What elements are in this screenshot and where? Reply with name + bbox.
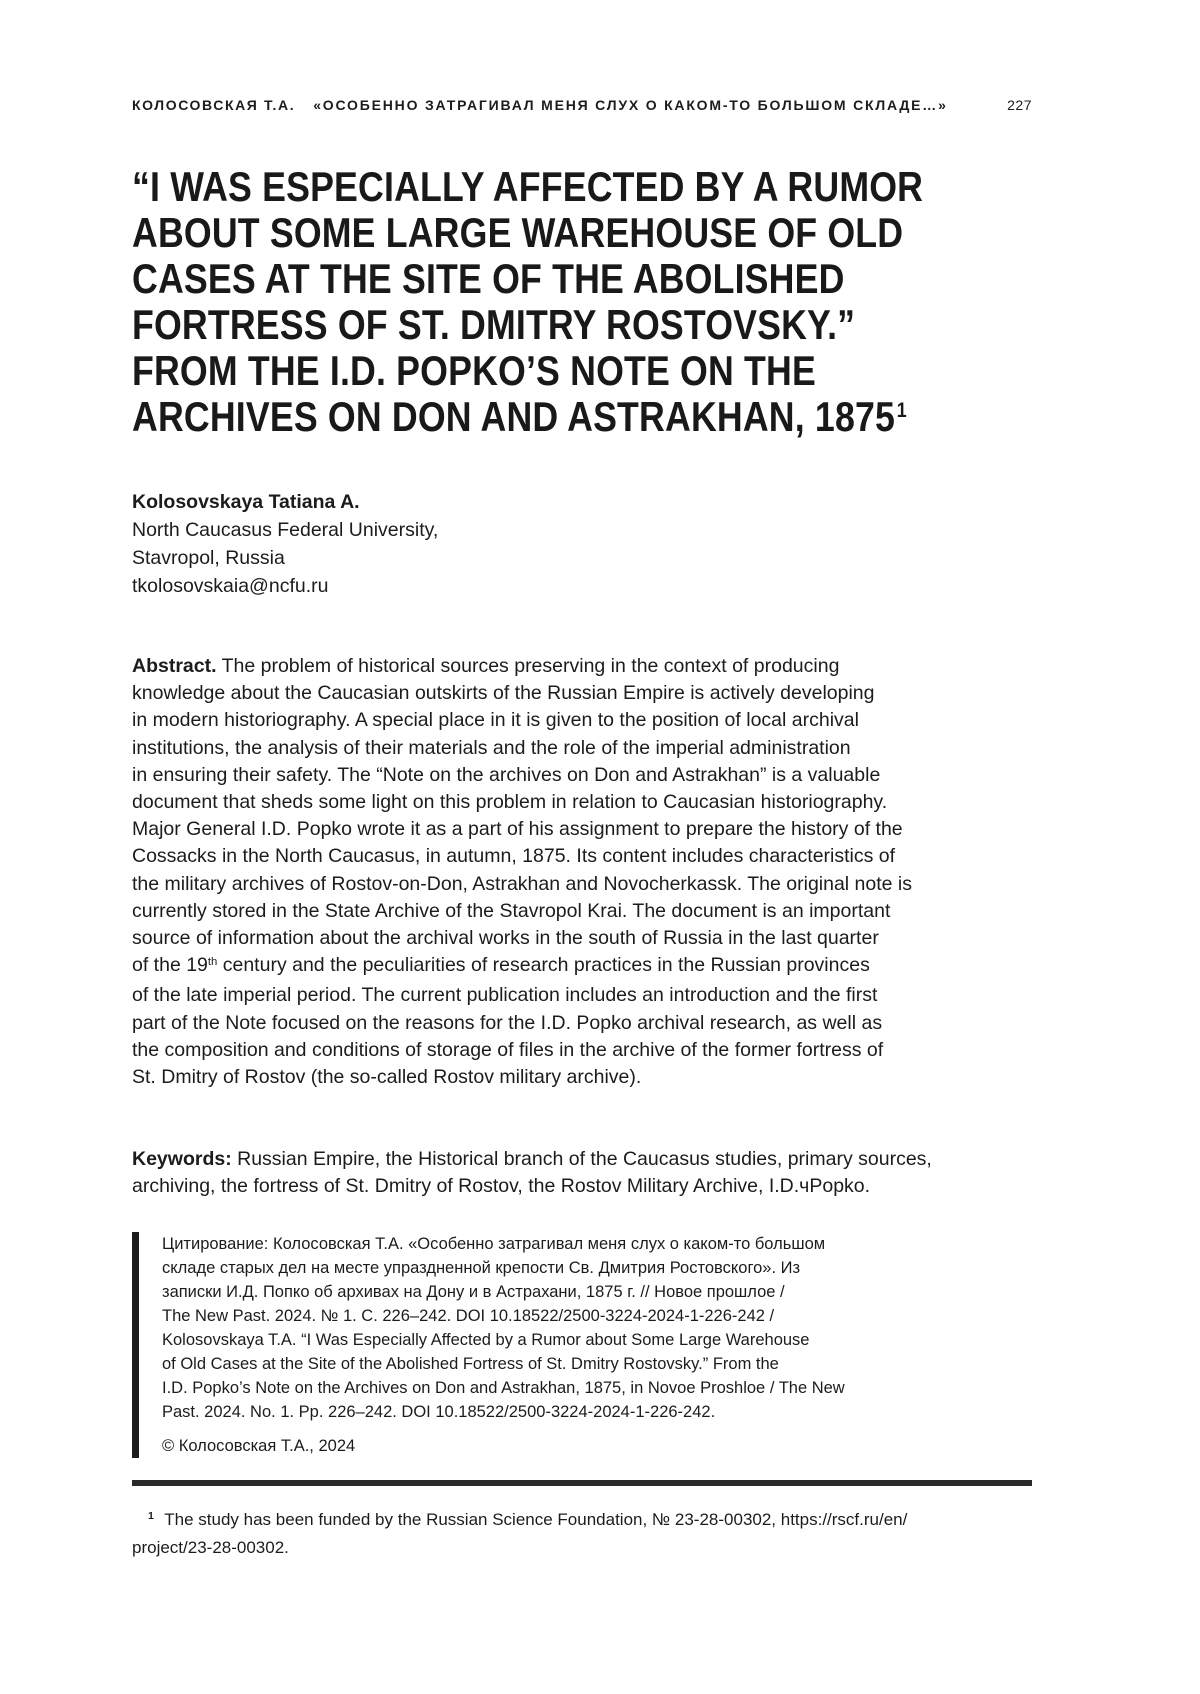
article-title-text: “I WAS ESPECIALLY AFFECTED BY A RUMOR ABOUT SOME LARGE WAREHOUSE OF OLD CASES AT THE SITE OF THE ABOLISHED FORTRESS OF ST. DMITRY ROSTOVSKY.” FROM THE I.D. POPKO’S NOTE ON THE ARCHIVES ON DON AND ASTRAKHAN, 1875: [132, 163, 924, 440]
footnote-separator-rule: [132, 1480, 1032, 1486]
keywords-text: Russian Empire, the Historical branch of the Caucasus studies, primary sources, archiving, the fortress of St. Dmitry of Rostov, the Rostov Military Archive, I.D.чPopko.: [132, 1148, 932, 1198]
keywords-paragraph: [132, 1146, 1032, 1200]
ordinal-superscript: th: [207, 956, 218, 969]
citation-left-bar: [132, 1232, 139, 1458]
citation-text: Цитирование: Колосовская Т.А. «Особенно затрагивал меня слух о каком-то большом складе старых дел на месте упраздненной крепости Св. Дмитрия Ростовского». Из записки И.Д. Попко об архивах на Дону и в Астрахани, 1875 г. // Новое прошлое / The New Past. 2024. № 1. С. 226–242. DOI 10.18522/2500-3224-2024-1-226-242 / Kolosovskaya T.A. “I Was Especially Affected by a Rumor about Some Large Warehouse of Old Cases at the Site of the Abolished Fortress of St. Dmitry Rostovsky.” From the I.D. Popko’s Note on the Archives on Don and Astrakhan, 1875, in Novoe Proshloe / The New Past. 2024. No. 1. Pp. 226–242. DOI 10.18522/2500-3224-2024-1-226-242.: [162, 1234, 845, 1421]
footnote-text: The study has been funded by the Russian Science Foundation, № 23-28-00302, https://rscf.ru/en/ project/23-28-00302.: [132, 1509, 908, 1557]
article-title: [132, 163, 924, 448]
abstract-text-1: The problem of historical sources preserving in the context of producing knowledge about the Caucasian outskirts of the Russian Empire is actively developing in modern historiography. A special place in it is given to the position of local archival institutions, the analysis of their materials and the role of the imperial administration in ensuring their safety. The “Note on the archives on Don and Astrakhan” is a valuable document that sheds some light on this problem in relation to Caucasian historiography. Major General I.D. Popko wrote it as a part of his assignment to prepare the history of the Cossacks in the North Caucasus, in autumn, 1875. Its content includes characteristics of the military archives of Rostov-on-Don, Astrakhan and Novocherkassk. The original note is currently stored in the State Archive of the Stavropol Krai. The document is an important source of information about the archival works in the south of Russia in the last quarter of the 19: [132, 655, 913, 977]
citation-block: [132, 1232, 1032, 1458]
running-head-title: «ОСОБЕННО ЗАТРАГИВАЛ МЕНЯ СЛУХ О КАКОМ-ТО БОЛЬШОМ СКЛАДЕ…»: [313, 97, 948, 113]
footnote: [132, 1507, 1032, 1560]
abstract-text-2: century and the peculiarities of research practices in the Russian provinces of the late imperial period. The current publication includes an introduction and the first part of the Note focused on the reasons for the I.D. Popko archival research, as well as the composition and conditions of storage of files in the archive of the former fortress of St. Dmitry of Rostov (the so-called Rostov military archive).: [132, 954, 884, 1089]
footnote-ref: 1: [148, 1510, 154, 1523]
author-affiliation: North Caucasus Federal University, Stavropol, Russia: [132, 519, 439, 569]
author-block: [132, 488, 1032, 600]
title-footnote-ref: 1: [896, 399, 907, 423]
running-head-author: КОЛОСОВСКАЯ Т.А.: [132, 97, 296, 113]
author-email: tkolosovskaia@ncfu.ru: [132, 575, 329, 597]
copyright-line: © Колосовская Т.А., 2024: [162, 1436, 356, 1455]
running-head: [132, 96, 1032, 114]
abstract-paragraph: [132, 653, 1032, 1091]
citation-body: [162, 1232, 845, 1458]
keywords-label: Keywords:: [132, 1148, 232, 1171]
page-number: 227: [1007, 97, 1032, 113]
abstract-label: Abstract.: [132, 655, 217, 677]
author-name: Kolosovskaya Tatiana A.: [132, 491, 360, 513]
running-head-left: [132, 96, 948, 114]
